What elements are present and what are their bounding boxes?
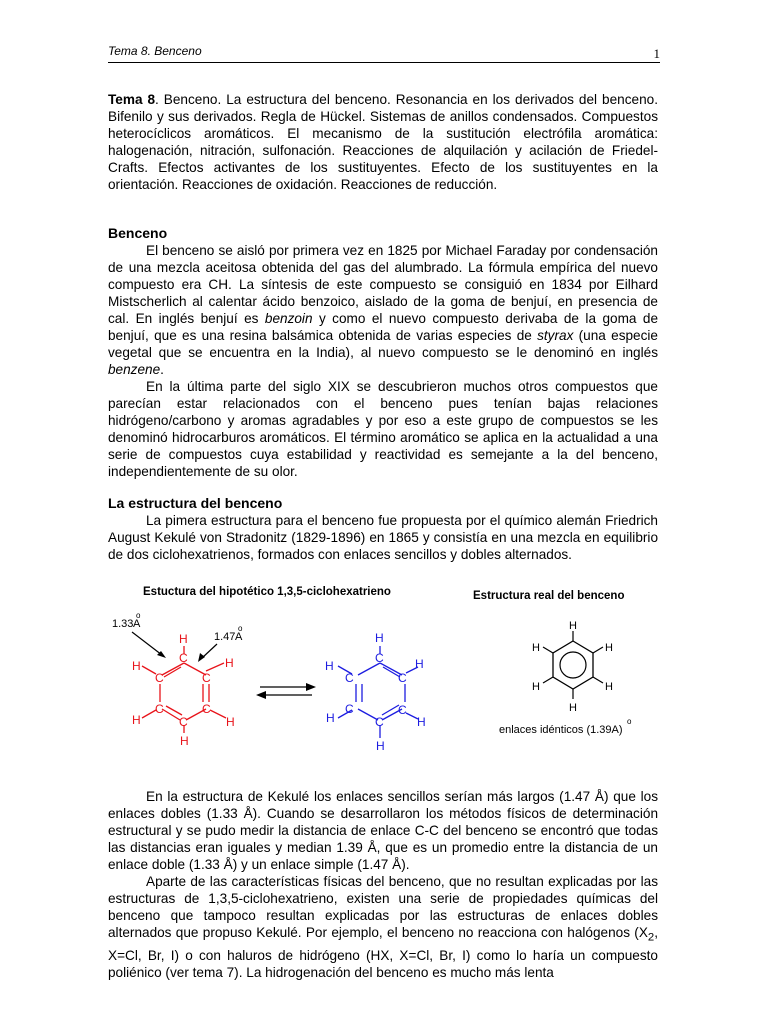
page-number: 1 xyxy=(653,46,660,61)
carbon-atom: C xyxy=(202,671,211,685)
kekule-structure-2 xyxy=(325,631,426,753)
benzene-caption xyxy=(499,724,623,736)
carbon-atom: C xyxy=(345,671,354,685)
figure-left-title: Estuctura del hipotético 1,3,5-ciclohexatrieno xyxy=(143,586,391,598)
hydrogen-atom: H xyxy=(605,681,613,693)
hydrogen-atom: H xyxy=(376,739,385,753)
carbon-atom: C xyxy=(179,715,188,729)
carbon-atom: C xyxy=(179,651,188,665)
hydrogen-atom: H xyxy=(375,631,384,645)
hydrogen-atom: H xyxy=(180,734,189,748)
pointer-arrows xyxy=(132,632,217,658)
section-heading-estructura: La estructura del benceno xyxy=(108,495,283,511)
label-double-bond: 1.33 xyxy=(112,618,134,630)
carbon-atom: C xyxy=(155,671,164,685)
hydrogen-atom: H xyxy=(225,656,234,670)
intro-paragraph xyxy=(108,91,658,193)
hydrogen-atom: H xyxy=(417,715,426,729)
italic-term: benzoin xyxy=(264,311,313,326)
angstrom-ring: o xyxy=(238,624,243,633)
hydrogen-atom: H xyxy=(415,657,424,671)
hydrogen-atom: H xyxy=(226,715,235,729)
benceno-paragraph-1 xyxy=(108,242,658,378)
section-heading-benceno: Benceno xyxy=(108,225,168,241)
lower-body xyxy=(108,788,658,981)
carbon-atom: C xyxy=(345,702,354,716)
text-run: , X=Cl, Br, I) o con haluros de hidrógeno (HX, X=Cl, Br, I) como lo haría un compuesto poliénico (ver tema 7). La hidrogenación del benceno es mucho más lenta xyxy=(108,925,658,980)
figure-right-title: Estructura real del benceno xyxy=(473,590,625,602)
label-single-bond: 1.47 xyxy=(214,631,236,643)
caption-prefix: enlaces idénticos (1.39 xyxy=(499,724,612,736)
carbon-atom: C xyxy=(202,702,211,716)
kekule-figure xyxy=(100,578,660,768)
text-run: El benceno se aisló por primera vez en 1825 por Michael Faraday por condensación de una mezcla aceitosa obtenida del gas del alumbrado. La fórmula empírica del nuevo compuesto era CH. La síntesis de este compuesto se consiguió en 1834 por Eilhard Mistscherlich al calentar ácido benzoico, aislado de la goma de benjuí, en presencia de cal. En inglés benjuí es xyxy=(108,243,658,326)
text-run: Aparte de las características físicas del benceno, que no resultan explicadas por las estructuras de 1,3,5-ciclohexatrieno, existen una serie de propiedades químicas del benceno que tampoco resultan explicadas por las estructuras de enlaces dobles alternados que propuso Kekulé. Por ejemplo, el benceno no reacciona con halógenos (X xyxy=(108,874,658,940)
hydrogen-atom: H xyxy=(326,711,335,725)
hydrogen-atom: H xyxy=(605,642,613,654)
lower-paragraph-2 xyxy=(108,873,658,981)
intro-lead: Tema 8 xyxy=(108,92,156,107)
hydrogen-atom: H xyxy=(132,659,141,673)
carbon-atom: C xyxy=(375,651,384,665)
hydrogen-atom: H xyxy=(179,632,188,646)
kekule-structure-1 xyxy=(132,632,235,748)
subscript: 2 xyxy=(647,931,655,944)
carbon-atom: C xyxy=(375,715,384,729)
text-run: . xyxy=(160,362,164,377)
caption-suffix: ) xyxy=(618,724,623,736)
angstrom-symbol: A xyxy=(133,618,141,630)
real-benzene-structure xyxy=(499,620,632,736)
carbon-atom: C xyxy=(155,702,164,716)
header-title: Tema 8. Benceno xyxy=(108,44,202,58)
text-run: (una especie vegetal que se encuentra en la India), al nuevo compuesto se le denominó en inglés xyxy=(108,328,658,360)
benceno-paragraph-2: En la última parte del siglo XIX se descubrieron muchos otros compuestos que parecían estar relacionados con el benceno pues tenían bajas relaciones hidrógeno/carbono y aromas agradables y por eso a este grupo de compuestos se les denominó hidrocarburos aromáticos. El término aromático se aplica en la actualidad a una serie de compuestos cuya estabilidad y reactividad es semejante a la del benceno, independientemente de su olor. xyxy=(108,379,658,479)
italic-term: benzene xyxy=(108,362,161,377)
angstrom-symbol: A xyxy=(235,631,243,643)
equilibrium-arrows xyxy=(260,687,312,695)
intro-text: . Benceno. La estructura del benceno. Resonancia en los derivados del benceno. Bifenilo y sus derivados. Regla de Hückel. Sistemas de anillos condensados. Compuestos heterocíclicos aromáticos. El mecanismo de la sustitución electrófila aromática: halogenación, nitración, sulfonación. Reacciones de alquilación y acilación de Friedel-Crafts. Efectos activantes de los sustituyentes. Efecto de los sustituyentes en la orientación. Reacciones de oxidación. Reacciones de reducción. xyxy=(108,92,658,192)
page-body xyxy=(108,91,658,563)
text-run: y como el nuevo compuesto derivaba de la goma de benjuí, que es una resina balsámica obtenida de varias especies de xyxy=(108,311,659,343)
carbon-atom: C xyxy=(398,671,407,685)
estructura-paragraph-1: La pimera estructura para el benceno fue propuesta por el químico alemán Friedrich August Kekulé von Stradonitz (1829-1896) en 1865 y consistía en una mezcla en equilibrio de dos ciclohexatrienos, formados con enlaces sencillos y dobles alternados. xyxy=(108,513,658,562)
page-header xyxy=(108,44,660,63)
hydrogen-atom: H xyxy=(532,681,540,693)
italic-term: styrax xyxy=(537,328,574,343)
hydrogen-atom: H xyxy=(325,659,334,673)
hydrogen-atom: H xyxy=(569,702,577,714)
angstrom-ring: o xyxy=(627,717,632,726)
angstrom-symbol: A xyxy=(611,724,619,736)
hydrogen-atom: H xyxy=(569,620,577,632)
carbon-atom: C xyxy=(398,703,407,717)
lower-paragraph-1: En la estructura de Kekulé los enlaces sencillos serían más largos (1.47 Å) que los enlaces dobles (1.33 Å). Cuando se desarrollaron los métodos físicos de determinación estructural y se pudo medir la distancia de enlace C-C del benceno se encontró que todas las distancias eran iguales y median 1.39 Å, que es un promedio entre la distancia de un enlace doble (1.33 Å) y un enlace simple (1.47 Å). xyxy=(108,789,658,872)
angstrom-ring: o xyxy=(136,611,141,620)
hydrogen-atom: H xyxy=(532,642,540,654)
hydrogen-atom: H xyxy=(132,713,141,727)
